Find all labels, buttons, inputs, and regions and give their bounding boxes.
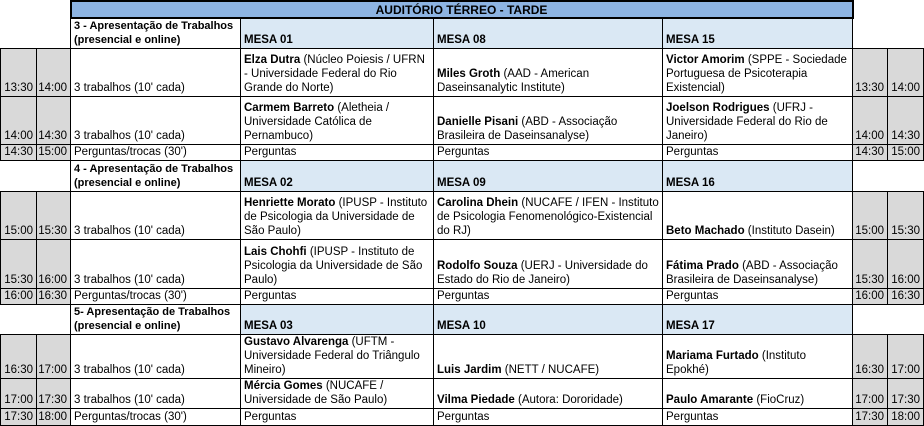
time-start-cell: 13:30 xyxy=(853,49,888,97)
speaker-cell xyxy=(434,145,663,161)
speaker-detail: Perguntas xyxy=(244,411,297,423)
speaker-name: Gustavo Alvarenga xyxy=(244,336,349,348)
mesa-header: MESA 15 xyxy=(663,18,853,49)
speaker-name: Vilma Piedade xyxy=(437,394,515,406)
speaker-cell xyxy=(663,192,853,240)
activity-cell: 3 trabalhos (10' cada) xyxy=(71,379,241,409)
table-row xyxy=(1,145,924,161)
time-end-cell: 16:00 xyxy=(37,240,71,289)
speaker-cell xyxy=(663,49,853,97)
speaker-detail: (Instituto Epokhé) xyxy=(666,350,806,376)
time-start-cell: 17:00 xyxy=(853,379,888,409)
top-left-blank xyxy=(1,1,71,18)
speaker-detail: (IPUSP - Instituto de Psicologia da Universidade de São Paulo) xyxy=(244,246,423,286)
section-label xyxy=(71,18,241,49)
speaker-detail: Perguntas xyxy=(437,290,490,302)
speaker-name: Beto Machado xyxy=(666,225,745,237)
mesa-header: MESA 10 xyxy=(434,305,663,335)
section-label-line1: 3 - Apresentação de Trabalhos xyxy=(74,20,234,32)
speaker-detail: Perguntas xyxy=(666,146,719,158)
time-start-cell: 16:00 xyxy=(1,289,37,305)
mesa-header: MESA 03 xyxy=(241,305,434,335)
time-start-cell: 16:30 xyxy=(853,335,888,379)
top-right-blank xyxy=(853,1,924,18)
speaker-cell xyxy=(434,289,663,305)
speaker-detail: (ABD - Associação Brasileira de Daseinsanalyse) xyxy=(666,260,838,286)
time-start-cell: 17:30 xyxy=(853,409,888,426)
mesa-header: MESA 17 xyxy=(663,305,853,335)
speaker-cell xyxy=(434,409,663,426)
table-row xyxy=(1,192,924,240)
time-end-cell: 14:00 xyxy=(37,49,71,97)
speaker-cell xyxy=(434,49,663,97)
speaker-detail: Perguntas xyxy=(437,146,490,158)
activity-cell: 3 trabalhos (10' cada) xyxy=(71,240,241,289)
speaker-cell xyxy=(663,289,853,305)
time-start-cell: 16:00 xyxy=(853,289,888,305)
speaker-detail: (Autora: Dororidade) xyxy=(517,394,623,406)
speaker-cell xyxy=(241,240,434,289)
speaker-cell xyxy=(434,335,663,379)
activity-cell: 3 trabalhos (10' cada) xyxy=(71,97,241,145)
left-time-blank xyxy=(1,18,71,49)
time-start-cell: 14:00 xyxy=(1,97,37,145)
section-label-line2: (presencial e online) xyxy=(74,177,181,189)
time-end-cell: 14:00 xyxy=(888,49,924,97)
speaker-detail: (FioCruz) xyxy=(756,394,805,406)
table-row xyxy=(1,240,924,289)
section-label-line2: (presencial e online) xyxy=(74,320,181,332)
speaker-cell xyxy=(241,335,434,379)
speaker-name: Luis Jardim xyxy=(437,364,502,376)
time-start-cell: 16:30 xyxy=(1,335,37,379)
table-row xyxy=(1,305,924,335)
speaker-cell xyxy=(663,335,853,379)
activity-cell: Perguntas/trocas (30') xyxy=(71,409,241,426)
time-end-cell: 16:30 xyxy=(37,289,71,305)
time-start-cell: 15:00 xyxy=(853,192,888,240)
speaker-cell xyxy=(663,97,853,145)
left-time-blank xyxy=(1,305,71,335)
time-start-cell: 15:30 xyxy=(1,240,37,289)
speaker-detail: (Núcleo Poiesis / UFRN - Universidade Federal do Rio Grande do Norte) xyxy=(244,54,425,94)
speaker-detail: (NUCAFE / Universidade de São Paulo) xyxy=(244,380,388,406)
speaker-cell xyxy=(663,409,853,426)
speaker-detail: (UFRJ - Universidade Federal do Rio de Janeiro) xyxy=(666,102,828,142)
time-end-cell: 15:00 xyxy=(37,145,71,161)
speaker-cell xyxy=(434,97,663,145)
time-end-cell: 14:30 xyxy=(888,97,924,145)
speaker-detail: Perguntas xyxy=(244,146,297,158)
section-label xyxy=(71,305,241,335)
time-end-cell: 17:00 xyxy=(37,335,71,379)
speaker-cell xyxy=(241,289,434,305)
table-row xyxy=(1,409,924,426)
mesa-header: MESA 16 xyxy=(663,161,853,192)
speaker-cell xyxy=(434,379,663,409)
speaker-detail: (AAD - American Daseinsanalytic Institute) xyxy=(437,68,590,94)
time-end-cell: 15:30 xyxy=(888,192,924,240)
time-start-cell: 17:30 xyxy=(1,409,37,426)
speaker-detail: (UERJ - Universidade do Estado do Rio de Janeiro) xyxy=(437,260,648,286)
speaker-cell xyxy=(241,409,434,426)
speaker-detail: Perguntas xyxy=(666,290,719,302)
speaker-cell xyxy=(241,379,434,409)
table-row xyxy=(1,379,924,409)
time-end-cell: 17:30 xyxy=(888,379,924,409)
speaker-cell xyxy=(434,240,663,289)
table-row xyxy=(1,161,924,192)
table-row xyxy=(1,97,924,145)
speaker-detail: Perguntas xyxy=(437,411,490,423)
section-label-line2: (presencial e online) xyxy=(74,34,181,46)
speaker-cell xyxy=(663,240,853,289)
activity-cell: Perguntas/trocas (30') xyxy=(71,145,241,161)
speaker-detail: (NUCAFE / IFEN - Instituto de Psicologia Fenomenológico-Existencial do RJ) xyxy=(437,197,659,237)
activity-cell: 3 trabalhos (10' cada) xyxy=(71,49,241,97)
table-row xyxy=(1,289,924,305)
time-start-cell: 14:00 xyxy=(853,97,888,145)
speaker-name: Lais Chohfi xyxy=(244,246,307,258)
section-label-line1: 5- Apresentação de Trabalhos xyxy=(74,306,231,318)
speaker-name: Henriette Morato xyxy=(244,197,336,209)
time-end-cell: 17:00 xyxy=(888,335,924,379)
left-time-blank xyxy=(1,161,71,192)
speaker-cell xyxy=(241,192,434,240)
time-start-cell: 15:30 xyxy=(853,240,888,289)
table-row xyxy=(1,335,924,379)
speaker-cell xyxy=(434,192,663,240)
speaker-name: Elza Dutra xyxy=(244,54,301,66)
speaker-cell xyxy=(663,379,853,409)
speaker-name: Joelson Rodrigues xyxy=(666,102,770,114)
right-time-blank xyxy=(853,18,924,49)
section-label-line1: 4 - Apresentação de Trabalhos xyxy=(74,163,234,175)
speaker-name: Mariama Furtado xyxy=(666,350,759,362)
mesa-header: MESA 02 xyxy=(241,161,434,192)
speaker-detail: (Aletheia / Universidade Católica de Pernambuco) xyxy=(244,102,390,142)
time-start-cell: 17:00 xyxy=(1,379,37,409)
time-start-cell: 13:30 xyxy=(1,49,37,97)
time-start-cell: 14:30 xyxy=(853,145,888,161)
speaker-cell xyxy=(241,145,434,161)
time-start-cell: 15:00 xyxy=(1,192,37,240)
speaker-name: Danielle Pisani xyxy=(437,116,519,128)
speaker-name: Fátima Prado xyxy=(666,260,739,272)
speaker-name: Mércia Gomes xyxy=(244,380,323,392)
section-label xyxy=(71,161,241,192)
mesa-header: MESA 01 xyxy=(241,18,434,49)
time-end-cell: 18:00 xyxy=(888,409,924,426)
speaker-detail: Perguntas xyxy=(244,290,297,302)
mesa-header: MESA 09 xyxy=(434,161,663,192)
speaker-detail: Perguntas xyxy=(666,411,719,423)
speaker-cell xyxy=(241,97,434,145)
page-title: AUDITÓRIO TÉRREO - TARDE xyxy=(71,1,853,18)
time-end-cell: 18:00 xyxy=(37,409,71,426)
activity-cell: 3 trabalhos (10' cada) xyxy=(71,335,241,379)
activity-cell: 3 trabalhos (10' cada) xyxy=(71,192,241,240)
time-end-cell: 15:00 xyxy=(888,145,924,161)
mesa-header: MESA 08 xyxy=(434,18,663,49)
time-end-cell: 14:30 xyxy=(37,97,71,145)
speaker-detail: (SPPE - Sociedade Portuguesa de Psicoterapia Existencial) xyxy=(666,54,847,94)
table-row xyxy=(1,1,924,18)
speaker-detail: (UFTM - Universidade Federal do Triângulo Mineiro) xyxy=(244,336,420,376)
speaker-name: Rodolfo Souza xyxy=(437,260,518,272)
speaker-cell xyxy=(663,145,853,161)
speaker-detail: (NETT / NUCAFE) xyxy=(504,364,600,376)
time-end-cell: 17:30 xyxy=(37,379,71,409)
speaker-cell xyxy=(241,49,434,97)
speaker-detail: (ABD - Associação Brasileira de Daseinsanalyse) xyxy=(437,116,618,142)
speaker-detail: (IPUSP - Instituto de Psicologia da Universidade de São Paulo) xyxy=(244,197,428,237)
time-end-cell: 16:00 xyxy=(888,240,924,289)
speaker-name: Carmem Barreto xyxy=(244,102,335,114)
speaker-name: Victor Amorim xyxy=(666,54,745,66)
time-end-cell: 15:30 xyxy=(37,192,71,240)
activity-cell: Perguntas/trocas (30') xyxy=(71,289,241,305)
right-time-blank xyxy=(853,161,924,192)
table-row xyxy=(1,18,924,49)
speaker-name: Miles Groth xyxy=(437,68,501,80)
speaker-name: Carolina Dhein xyxy=(437,197,519,209)
table-row xyxy=(1,49,924,97)
time-start-cell: 14:30 xyxy=(1,145,37,161)
speaker-detail: (Instituto Dasein) xyxy=(747,225,835,237)
time-end-cell: 16:30 xyxy=(888,289,924,305)
right-time-blank xyxy=(853,305,924,335)
speaker-name: Paulo Amarante xyxy=(666,394,754,406)
